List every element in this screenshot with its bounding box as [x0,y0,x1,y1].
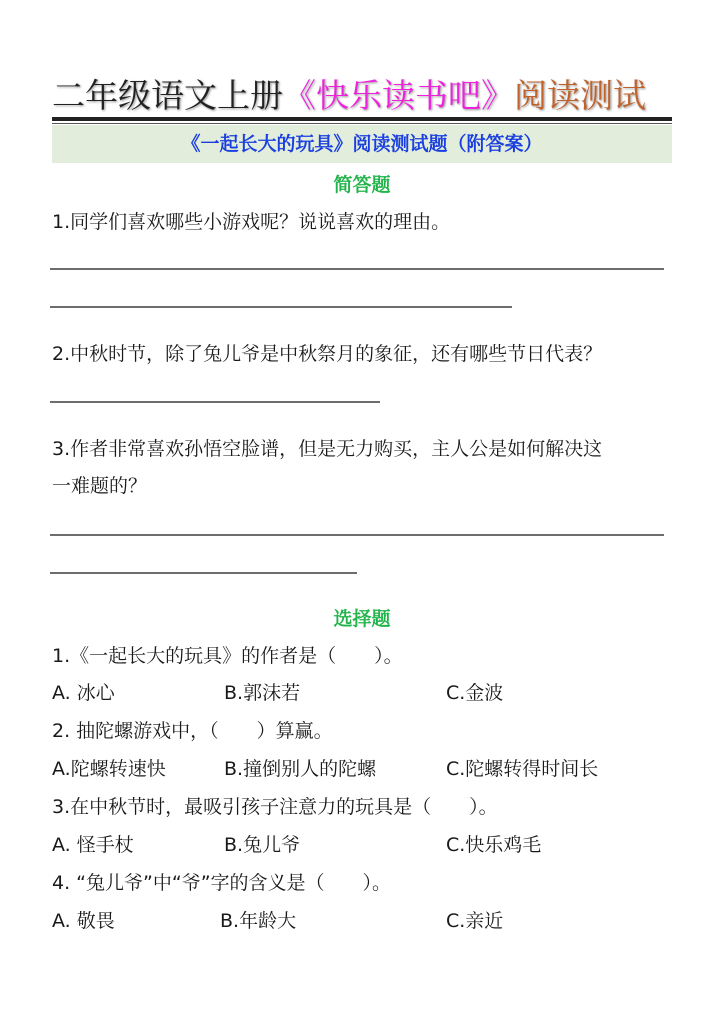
short-answer-question-1: 1.同学们喜欢哪些小游戏呢？说说喜欢的理由。 [52,211,451,233]
mc-option-4b[interactable]: B.年龄大 [220,910,297,932]
mc-option-2b[interactable]: B.撞倒别人的陀螺 [224,758,377,780]
mc-option-3a[interactable]: A. 怪手杖 [52,834,134,856]
section-heading-short-answer: 简答题 [333,174,391,196]
mc-question-1: 1.《一起长大的玩具》的作者是（ ）。 [52,645,403,667]
answer-line[interactable] [50,572,357,574]
section-heading-multiple-choice: 选择题 [333,608,391,630]
mc-option-1c[interactable]: C.金波 [446,682,504,704]
mc-question-3: 3.在中秋节时，最吸引孩子注意力的玩具是（ ）。 [52,796,498,818]
mc-question-4: 4. “兔儿爷”中“爷”字的含义是（ ）。 [52,872,392,894]
answer-line[interactable] [50,268,664,270]
title-grade-part: 二年级语文上册 [52,76,283,115]
subtitle: 《一起长大的玩具》阅读测试题（附答案） [181,133,543,155]
mc-option-3b[interactable]: B.兔儿爷 [224,834,301,856]
short-answer-question-2: 2.中秋时节，除了兔儿爷是中秋祭月的象征，还有哪些节日代表？ [52,343,603,365]
answer-line[interactable] [50,306,512,308]
title-divider-thick [52,117,672,121]
mc-option-2c[interactable]: C.陀螺转得时间长 [446,758,599,780]
mc-option-3c[interactable]: C.快乐鸡毛 [446,834,542,856]
title-divider-thin [52,123,672,124]
short-answer-question-3-line2: 一难题的？ [52,475,148,497]
title-book-part: 《快乐读书吧》 [283,76,514,115]
short-answer-question-3-line1: 3.作者非常喜欢孙悟空脸谱，但是无力购买，主人公是如何解决这 [52,438,603,460]
mc-option-1b[interactable]: B.郭沫若 [224,682,301,704]
answer-line[interactable] [50,534,664,536]
mc-option-4c[interactable]: C.亲近 [446,910,504,932]
mc-option-1a[interactable]: A. 冰心 [52,682,115,704]
title-test-part: 阅读测试 [514,76,646,115]
mc-question-2: 2. 抽陀螺游戏中，（ ）算赢。 [52,720,333,742]
answer-line[interactable] [50,401,380,403]
mc-option-4a[interactable]: A. 敬畏 [52,910,115,932]
mc-option-2a[interactable]: A.陀螺转速快 [52,758,166,780]
page-title [52,74,646,118]
